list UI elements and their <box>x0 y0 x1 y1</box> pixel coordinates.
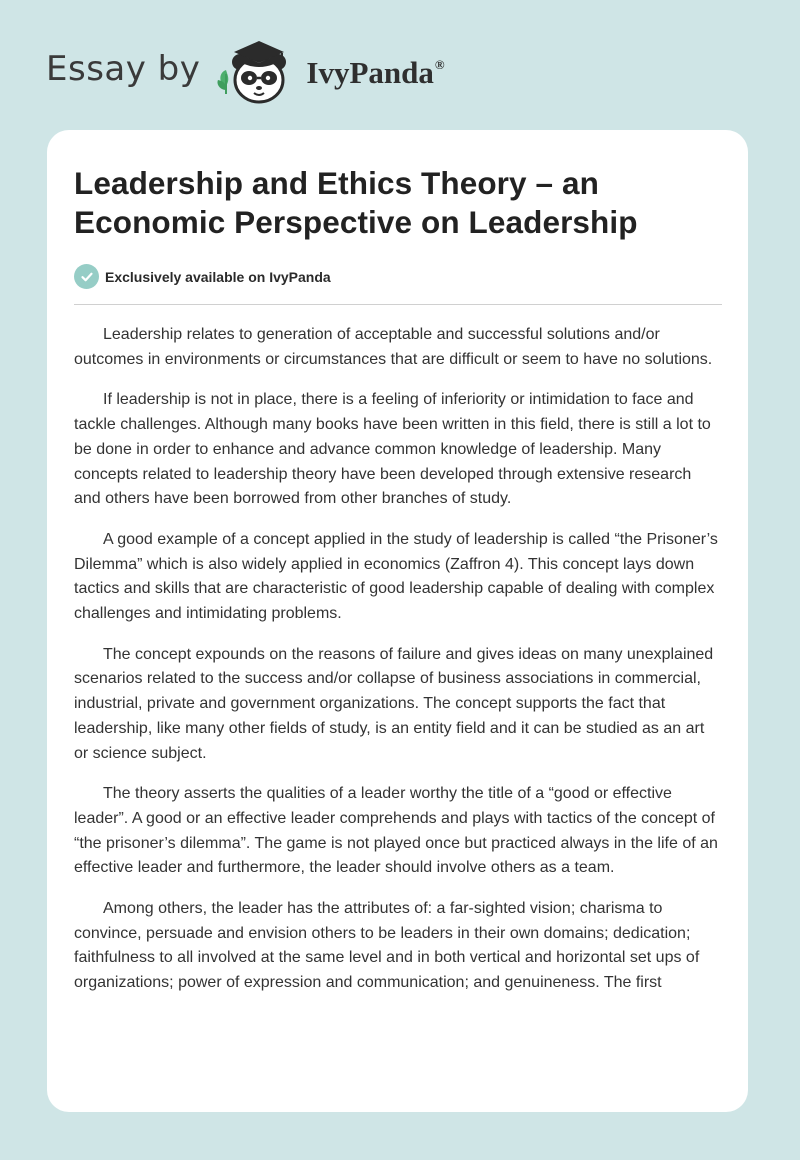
ivypanda-logo-icon[interactable] <box>214 28 304 108</box>
exclusive-badge <box>74 264 722 289</box>
paragraph: The concept expounds on the reasons of failure and gives ideas on many unexplained scenarios related to the success and/or collapse of business associations in commercial, industrial, private and government organizations. The concept supports the fact that leadership, like many other fields of study, is an entity field and it can be studied as an art or science subject. <box>74 645 714 762</box>
divider <box>74 304 722 305</box>
brand-name[interactable]: IvyPanda® <box>306 55 445 90</box>
page-title: Leadership and Ethics Theory – an Economic Perspective on Leadership <box>74 165 638 240</box>
paragraph: A good example of a concept applied in the study of leadership is called “the Prisoner’s Dilemma” which is also widely applied in economics (Zaffron 4). This concept lays down tactics and skills that are characteristic of good leadership capable of dealing with complex challenges and intimidating problems. <box>74 530 718 623</box>
essay-body <box>74 323 722 996</box>
paragraph: Among others, the leader has the attributes of: a far-sighted vision; charisma to convince, persuade and envision others to be leaders in their own domains; dedication; faithfulness to all involved at the same level and in both vertical and horizontal set ups of organizations; power of expression and communication; and genuineness. The first <box>74 900 700 992</box>
essay-card <box>47 130 748 1112</box>
exclusive-label: Exclusively available on IvyPanda <box>105 268 331 285</box>
site-header <box>46 28 445 108</box>
paragraph: The theory asserts the qualities of a leader worthy the title of a “good or effective leader”. A good or an effective leader comprehends and plays with tactics of the concept of “the prisoner’s dilemma”. The game is not played once but practiced always in the life of an effective leader and furthermore, the leader should involve others as a team. <box>74 785 718 877</box>
essay-by-label: Essay by <box>46 49 201 89</box>
paragraph: Leadership relates to generation of acceptable and successful solutions and/or outcomes in environments or circumstances that are difficult or seem to have no solutions. <box>74 326 713 368</box>
check-icon <box>74 264 99 289</box>
paragraph: If leadership is not in place, there is a feeling of inferiority or intimidation to face and tackle challenges. Although many books have been written in this field, there is still a lot to be done in order to enhance and advance common knowledge of leadership. Many concepts related to leadership theory have been developed through extensive research and others have been borrowed from other branches of study. <box>74 391 711 508</box>
registered-mark: ® <box>434 57 445 72</box>
